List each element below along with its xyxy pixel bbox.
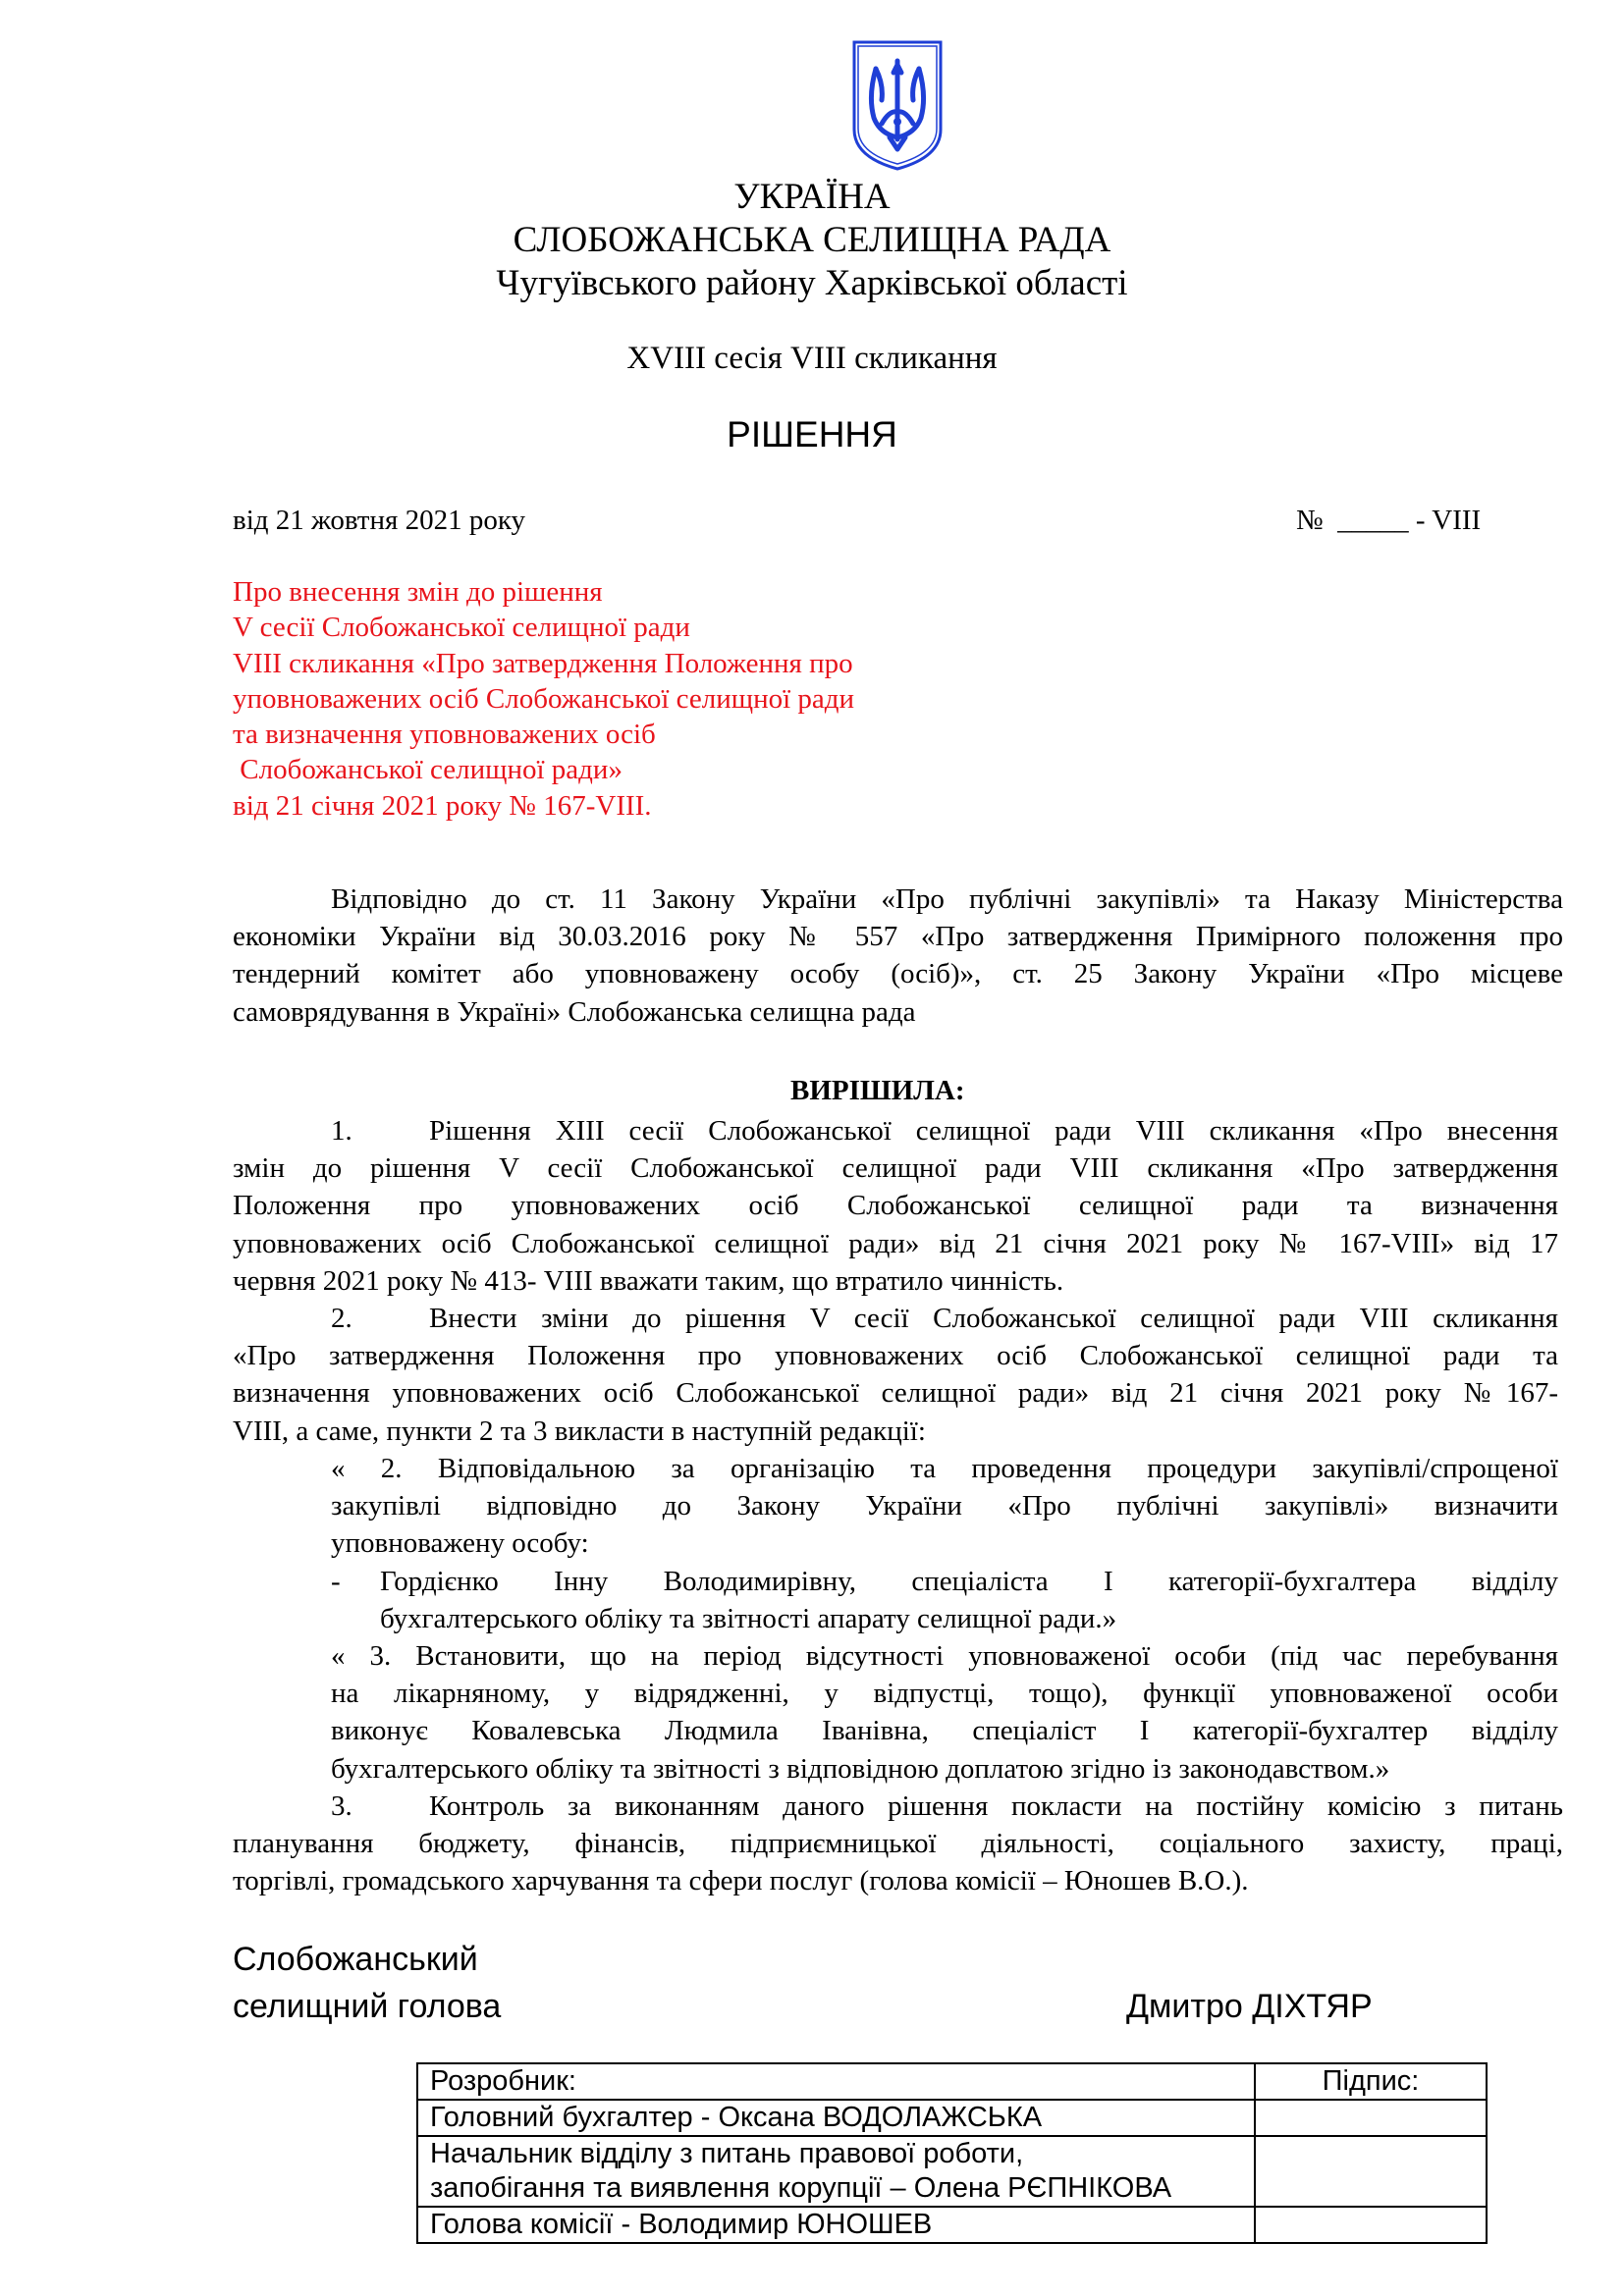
title-line: VIII скликання «Про затвердження Положення про <box>233 647 853 679</box>
item-2-paragraph <box>233 1300 1558 1450</box>
dash-item-line: Гордієнко Інну Володимирівну, спеціаліста І категорії-бухгалтера відділу <box>380 1566 1558 1597</box>
preamble-line: Відповідно до ст. 11 Закону України «Про публічні закупівлі» та Наказу Міністерства <box>331 883 1563 915</box>
signatory-title-line-1: Слобожанський <box>233 1941 478 1978</box>
item-3-line: Контроль за виконанням даного рішення покласти на постійну комісію з питань <box>429 1790 1563 1822</box>
list-dash: - <box>331 1566 341 1597</box>
document-type-heading: РІШЕННЯ <box>727 414 897 454</box>
preamble-line: тендерний комітет або уповноважену особу (осіб)», ст. 25 Закону України «Про місцеве <box>233 958 1563 990</box>
item-1-line: червня 2021 року № 413- VIII вважати таким, що втратило чинність. <box>233 1264 1064 1297</box>
approver-cell: Голова комісії - Володимир ЮНОШЕВ <box>417 2207 1255 2243</box>
item-2-line: Внести зміни до рішення V сесії Слобожанської селищної ради VIII скликання <box>429 1303 1558 1334</box>
approver-cell: Головний бухгалтер - Оксана ВОДОЛАЖСЬКА <box>417 2100 1255 2136</box>
signature-cell <box>1255 2136 1487 2207</box>
signature-header-cell: Підпис: <box>1255 2063 1487 2100</box>
item-2-number: 2. <box>331 1303 352 1334</box>
item-3-line: планування бюджету, фінансів, підприємницької діяльності, соціального захисту, праці, <box>233 1828 1563 1860</box>
table-row <box>417 2063 1487 2100</box>
quote-3-line: виконує Ковалевська Людмила Іванівна, спеціаліст І категорії-бухгалтер відділу <box>331 1715 1558 1747</box>
quote-point-2 <box>331 1450 1558 1563</box>
title-line: від 21 січня 2021 року № 167-VIII. <box>233 789 652 822</box>
table-row <box>417 2207 1487 2243</box>
district-heading: Чугуївського району Харківської області <box>496 263 1128 303</box>
item-1-line: уповноважених осіб Слобожанської селищної ради» від 21 січня 2021 року № 167-VIII» від 17 <box>233 1227 1558 1259</box>
approver-cell <box>417 2136 1255 2207</box>
item-1-line: змін до рішення V сесії Слобожанської селищної ради VIII скликання «Про затвердження <box>233 1152 1558 1185</box>
approver-line: Начальник відділу з питань правової роботи, <box>430 2138 1024 2169</box>
decision-title <box>233 574 854 824</box>
preamble-line: економіки України від 30.03.2016 року № 557 «Про затвердження Примірного положення про <box>233 921 1563 953</box>
table-row <box>417 2100 1487 2136</box>
item-2-line: VIII, а саме, пункти 2 та 3 викласти в наступній редакції: <box>233 1415 926 1447</box>
signatory-name: Дмитро ДІХТЯР <box>1126 1988 1373 2025</box>
decision-number: № _____ - VIII <box>1296 505 1482 536</box>
title-line: V сесії Слобожанської селищної ради <box>233 612 690 644</box>
table-row <box>417 2136 1487 2207</box>
quote-3-line: на лікарняному, у відрядженні, у відпустці, тощо), функції уповноваженої особи <box>331 1678 1558 1710</box>
item-1-number: 1. <box>331 1115 352 1147</box>
quote-3-line: « 3. Встановити, що на період відсутності уповноваженої особи (під час перебування <box>331 1640 1558 1672</box>
quote-2-line: « 2. Відповідальною за організацію та проведення процедури закупівлі/спрощеної <box>331 1453 1558 1484</box>
item-2-line: визначення уповноважених осіб Слобожанської селищної ради» від 21 січня 2021 року №167- <box>233 1377 1558 1410</box>
signature-cell <box>1255 2207 1487 2243</box>
signature-cell <box>1255 2100 1487 2136</box>
decision-date: від 21 жовтня 2021 року <box>233 505 526 536</box>
title-line: Про внесення змін до рішення <box>233 576 603 608</box>
coat-of-arms-icon <box>850 39 945 172</box>
item-1-line: Рішення XIII сесії Слобожанської селищної ради VIII скликання «Про внесення <box>429 1115 1558 1147</box>
dash-item-line: бухгалтерського обліку та звітності апарату селищної ради.» <box>380 1603 1117 1635</box>
preamble-line: самоврядування в Україні» Слобожанська селищна рада <box>233 995 916 1028</box>
item-1-line: Положення про уповноважених осіб Слобожанської селищної ради та визначення <box>233 1190 1558 1222</box>
item-2-line: «Про затвердження Положення про уповноважених осіб Слобожанської селищної ради та <box>233 1340 1558 1372</box>
quote-point-3 <box>331 1637 1558 1788</box>
item-3-paragraph <box>233 1788 1563 1900</box>
dash-item <box>380 1563 1558 1637</box>
approval-table <box>416 2062 1488 2244</box>
quote-2-line: закупівлі відповідно до Закону України «Про публічні закупівлі» визначити <box>331 1490 1558 1522</box>
developer-header-cell: Розробник: <box>417 2063 1255 2100</box>
item-1-paragraph <box>233 1112 1558 1300</box>
session-heading: XVIII сесія VIII скликання <box>626 341 998 376</box>
signatory-title-line-2: селищний голова <box>233 1988 502 2025</box>
approver-line: запобігання та виявлення корупції – Олена РЄПНІКОВА <box>430 2172 1172 2204</box>
council-heading: СЛОБОЖАНСЬКА СЕЛИЩНА РАДА <box>513 220 1111 260</box>
resolved-heading: ВИРІШИЛА: <box>790 1075 965 1106</box>
country-heading: УКРАЇНА <box>733 177 891 217</box>
title-line: та визначення уповноважених осіб <box>233 719 656 751</box>
title-line: уповноважених осіб Слобожанської селищної ради <box>233 682 855 715</box>
quote-2-line: уповноважену особу: <box>331 1527 589 1560</box>
item-3-number: 3. <box>331 1790 352 1822</box>
item-3-line: торгівлі, громадського харчування та сфери послуг (голова комісії – Юношев В.О.). <box>233 1865 1249 1897</box>
quote-3-line: бухгалтерського обліку та звітності з відповідною доплатою згідно із законодавством.» <box>331 1752 1390 1785</box>
title-line: Слобожанської селищної ради» <box>233 754 623 786</box>
preamble-paragraph <box>233 881 1563 1031</box>
